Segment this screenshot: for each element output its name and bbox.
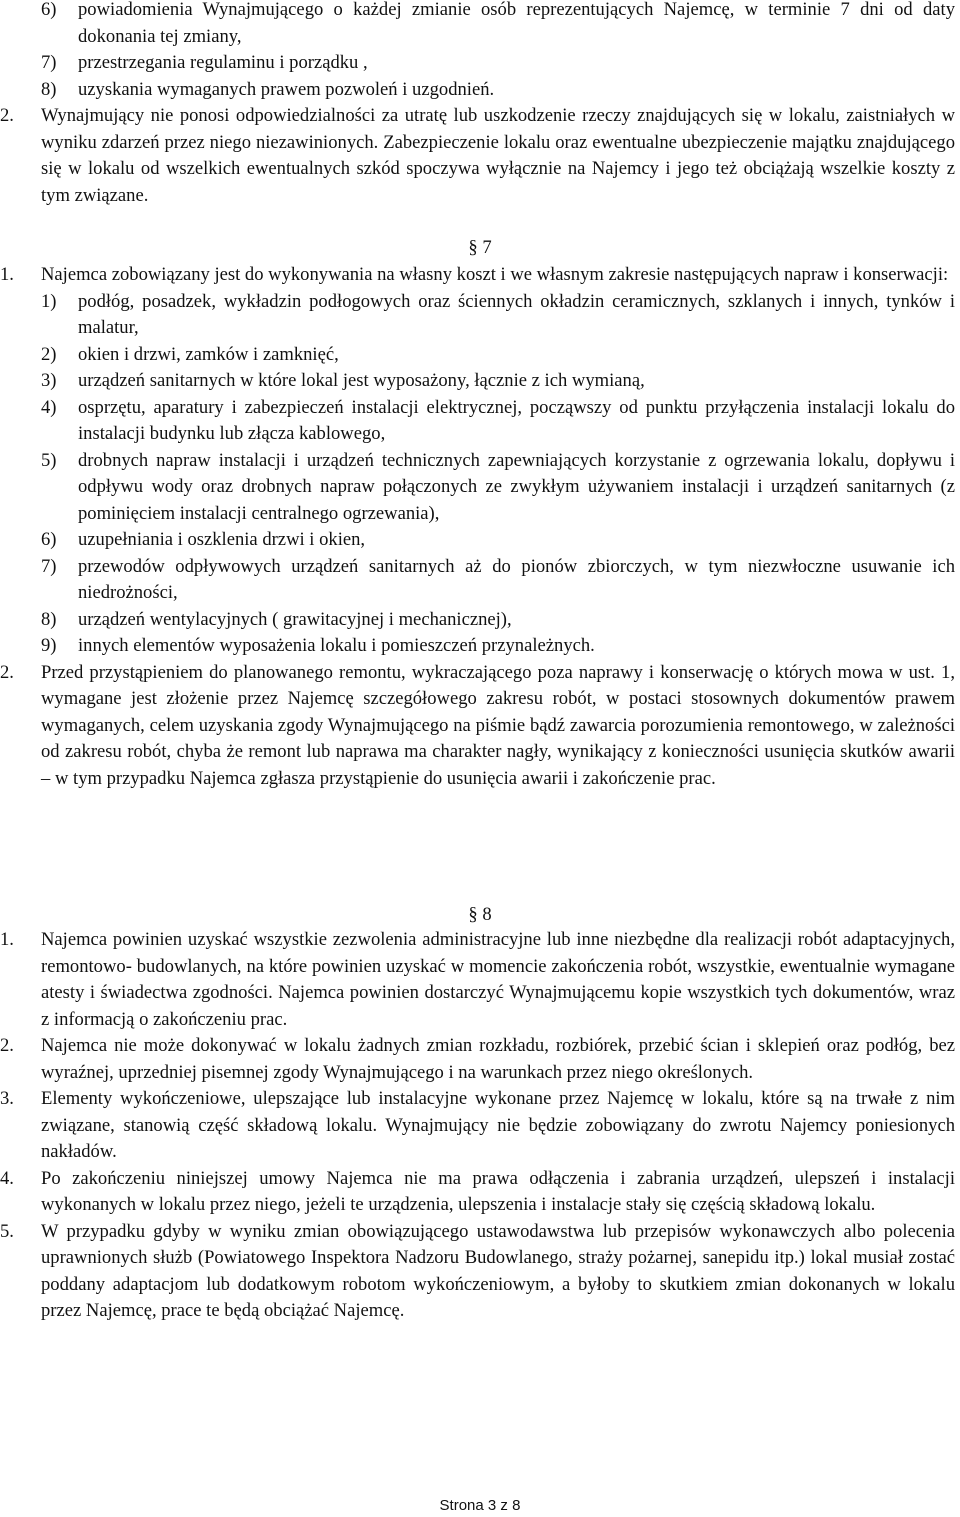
section-heading: § 7	[468, 237, 492, 258]
section-sign-icon: §	[468, 904, 478, 925]
section-heading: § 8	[468, 904, 492, 925]
paragraph: 2. Przed przystąpieniem do planowanego remontu, wykraczającego poza naprawy i konserwację o których mowa w ust. 1, wymagane jest złożenie przez Najemcę szczegółowego zakresu robót, w postaci stosownych dokumentów prawem wymaganych, celem uzyskania zgody Wynajmującego na piśmie bądź zawarcia porozumienia remontowego, w zależności od zakresu robót, chyba że remont lub naprawa ma charakter nagły, wynikający z konieczności usunięcia skutków awarii – w tym przypadku Najemca zgłasza przystąpienie do usunięcia awarii i zakończenie prac.	[0, 661, 955, 789]
list-item: 9) innych elementów wyposażenia lokalu i pomieszczeń przynależnych.	[41, 635, 595, 656]
continuation-block	[0, 0, 960, 209]
paragraph: 3. Elementy wykończeniowe, ulepszające lub instalacyjne wykonane przez Najemcę w lokalu, które są na trwałe z nim związane, stanowią część składową lokalu. Wynajmujący nie będzie zobowiązany do zwrotu Najemcy poniesionych nakładów.	[0, 1088, 955, 1162]
paragraph: 2. Najemca nie może dokonywać w lokalu żadnych zmian rozkładu, rozbiórek, przebić ścian i sklepień oraz podłóg, bez wyraźnej, uprzedniej pisemnej zgody Wynajmującego i na warunkach przez niego określonych.	[0, 1035, 955, 1083]
paragraph: 2. Wynajmujący nie ponosi odpowiedzialności za utratę lub uszkodzenie rzeczy znajdujących się w lokalu, zaistniałych w wyniku zdarzeń przez niego niezawinionych. Zabezpieczenie lokalu oraz ewentualne ubezpieczenie majątku znajdującego się w lokalu od wszelkich ewentualnych szkód spoczywa wyłącznie na Najemcy i jego też obciążają wszelkie koszty z tym związane.	[0, 105, 955, 206]
list-item: 6) uzupełniania i oszklenia drzwi i okien,	[41, 529, 366, 550]
paragraph: 4. Po zakończeniu niniejszej umowy Najemca nie ma prawa odłączenia i zabrania urządzeń, ulepszeń i instalacji wykonanych w lokalu przez niego, jeżeli te urządzenia, ulepszenia i instalacje stały się częścią składową lokalu.	[0, 1167, 955, 1215]
paragraph: 1. Najemca zobowiązany jest do wykonywania na własny koszt i we własnym zakresie następujących napraw i konserwacji:	[0, 264, 949, 285]
section-sign-icon: §	[468, 237, 478, 258]
section-7-body	[0, 262, 960, 792]
page-footer: Strona 3 z 8	[439, 1497, 521, 1514]
list-item: 5) drobnych napraw instalacji i urządzeń technicznych zapewniających korzystanie z ogrzewania lokalu, dopływu i odpływu wody oraz drobnych napraw połączonych ze zwykłym używaniem instalacji i urządzeń sanitarnych (z pominięciem instalacji centralnego ogrzewania),	[41, 449, 955, 524]
list-item: 2) okien i drzwi, zamków i zamknięć,	[41, 343, 339, 365]
list-item: 7) przestrzegania regulaminu i porządku ,	[41, 52, 368, 73]
list-item: 8) uzyskania wymaganych prawem pozwoleń i uzgodnień.	[41, 78, 495, 100]
list-item: 8) urządzeń wentylacyjnych ( grawitacyjnej i mechanicznej),	[41, 608, 512, 630]
paragraph: 5. W przypadku gdyby w wyniku zmian obowiązującego ustawodawstwa lub przepisów wykonawczych albo polecenia uprawnionych służb (Powiatowego Inspektora Nadzoru Budowlanego, straży pożarnej, sanepidu itp.) lokal musiał zostać poddany adaptacjom lub dodatkowym robotom wykończeniowym, a byłoby to skutkiem zmian dokonanych w lokalu przez Najemcę, prace te będą obciążać Najemcę.	[0, 1220, 955, 1321]
section-8-body	[0, 927, 960, 1325]
list-item: 7) przewodów odpływowych urządzeń sanitarnych aż do pionów zbiorczych, w tym niezwłoczne usuwanie ich niedrożności,	[41, 555, 955, 603]
list-item: 1) podłóg, posadzek, wykładzin podłogowych oraz ściennych okładzin ceramicznych, szklanych i innych, tynków i malatur,	[41, 290, 955, 338]
paragraph: 1. Najemca powinien uzyskać wszystkie zezwolenia administracyjne lub inne niezbędne dla realizacji robót adaptacyjnych, remontowo- budowlanych, na które powinien uzyskać w momencie zakończenia robót, wszystkie, ewentualnie wymagane atesty i świadectwa zgodności. Najemca powinien dostarczyć Wynajmującemu kopie wszystkich tych dokumentów, wraz z informacją o zakończeniu prac.	[0, 929, 955, 1030]
list-item: 4) osprzętu, aparatury i zabezpieczeń instalacji elektrycznej, począwszy od punktu przyłączenia instalacji lokalu do instalacji budynku lub złącza kablowego,	[41, 396, 955, 444]
list-item: 3) urządzeń sanitarnych w które lokal jest wyposażony, łącznie z ich wymianą,	[41, 370, 645, 391]
list-item: 6) powiadomienia Wynajmującego o każdej zmianie osób reprezentujących Najemcę, w terminie 7 dni od daty dokonania tej zmiany,	[41, 0, 955, 47]
